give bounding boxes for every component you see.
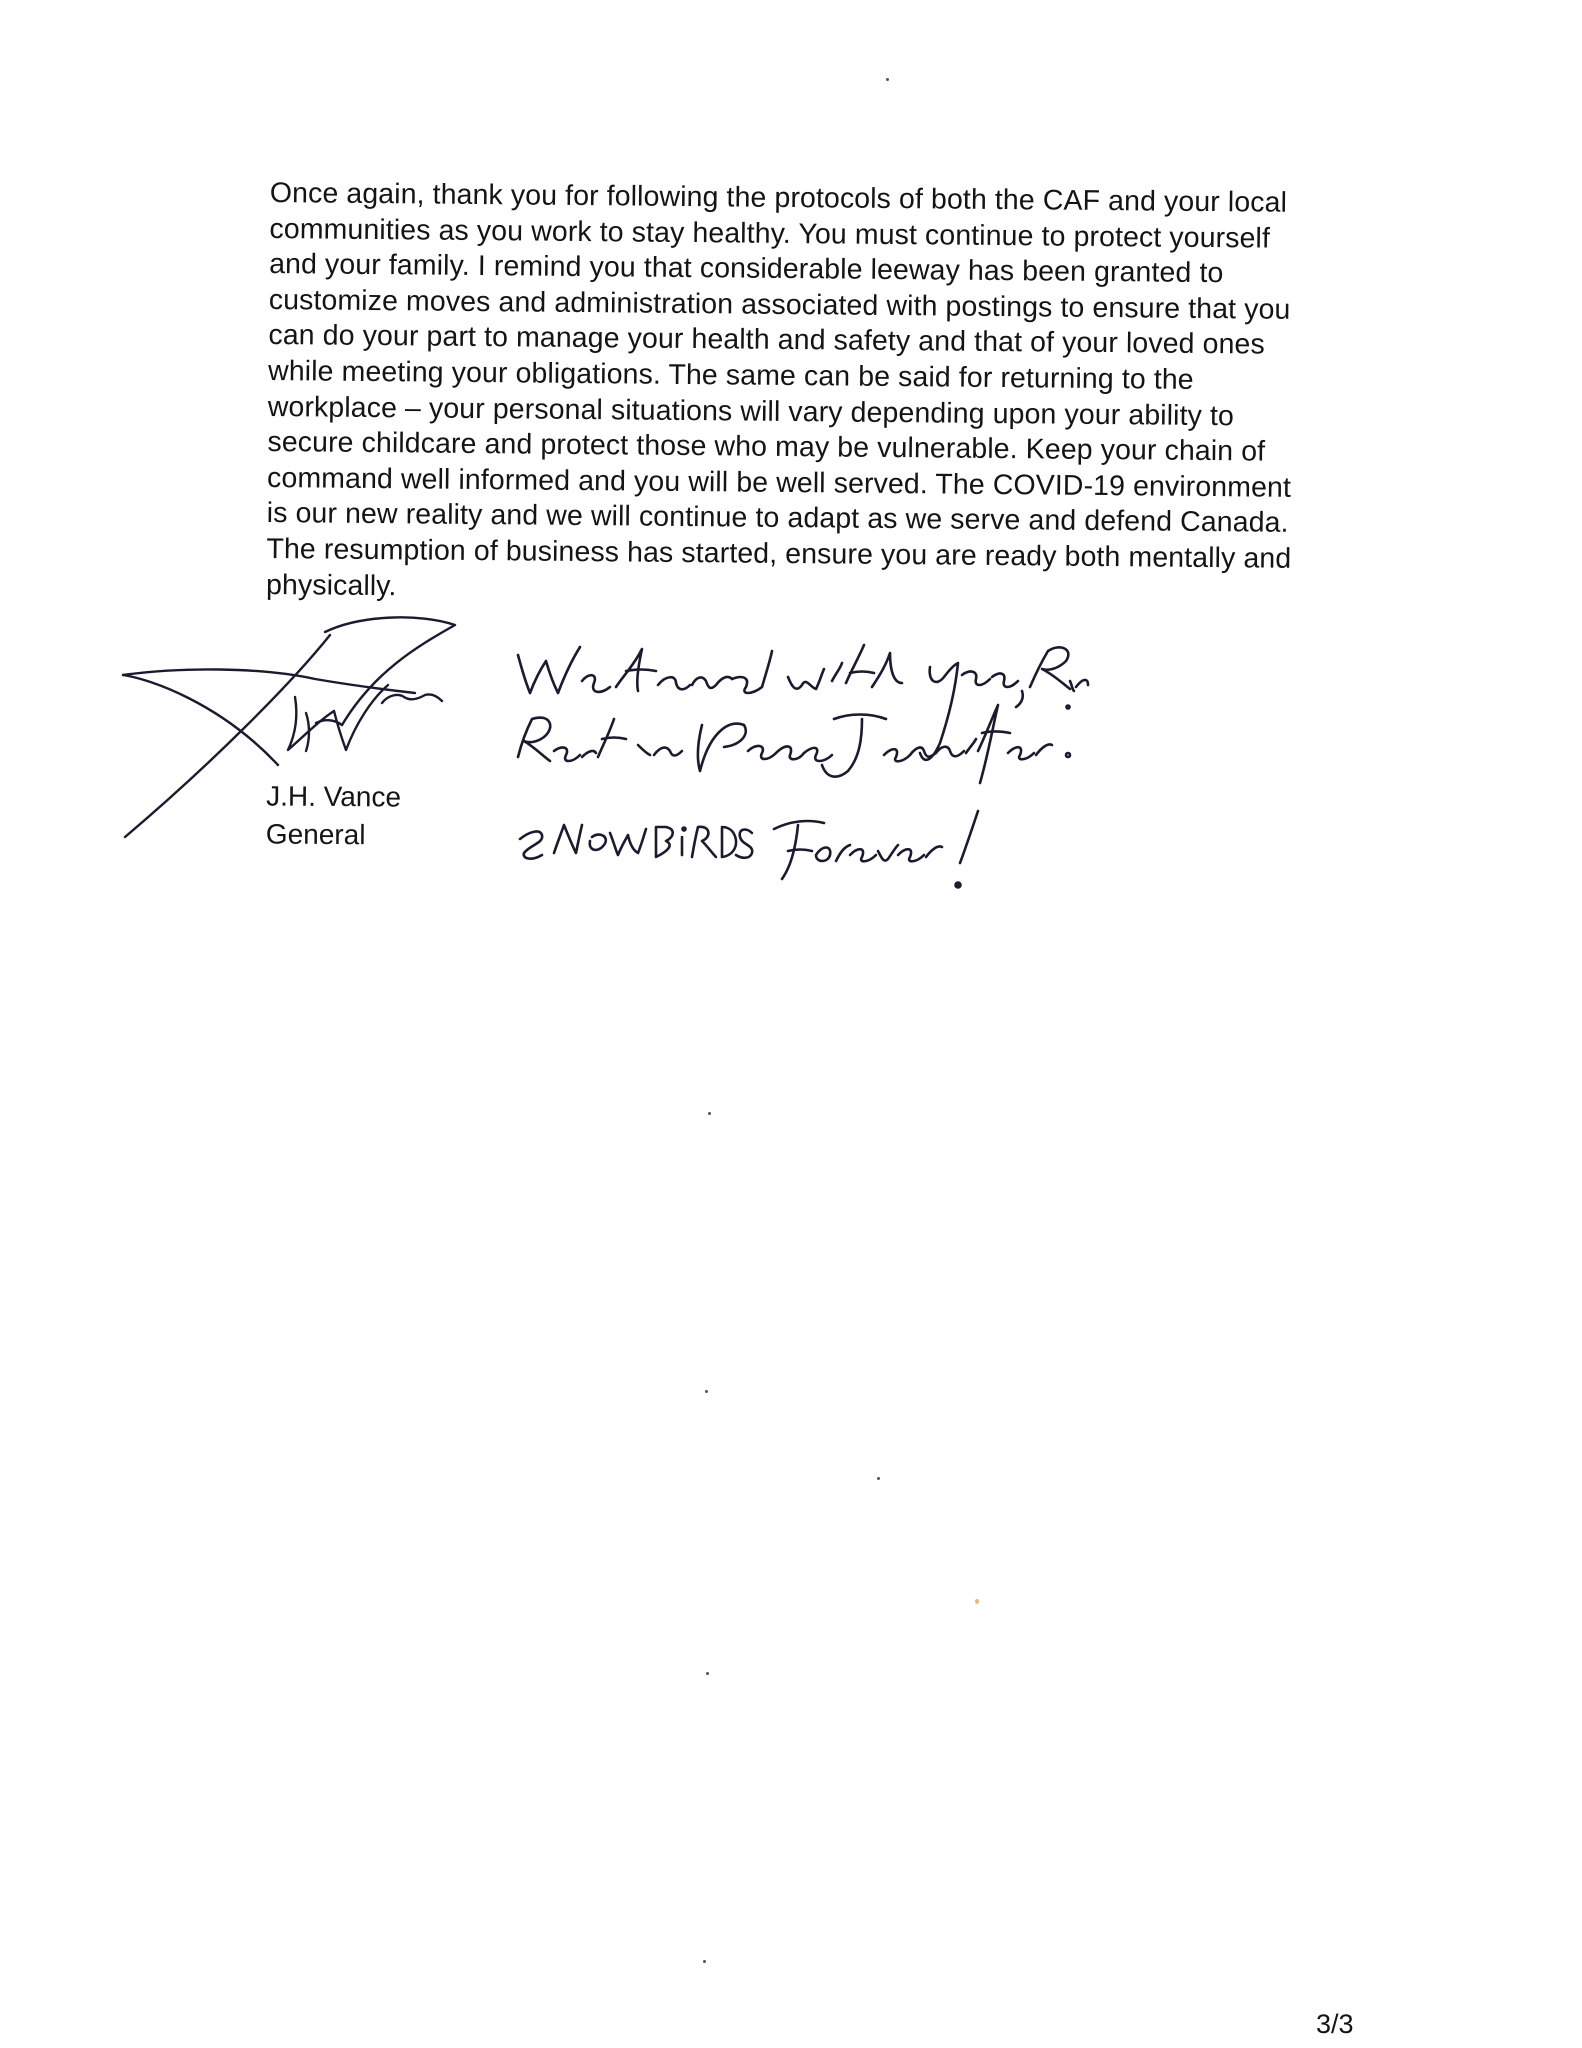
page-number: 3/3 [1316, 2009, 1354, 2039]
scan-speck [877, 1477, 880, 1480]
signatory-block [266, 778, 401, 855]
signatory-rank: General [265, 818, 366, 851]
letter-body-paragraph: Once again, thank you for following the protocols of both the CAF and your local communities as you work to stay healthy. You must continue to protect yourself and your family. I remind you that considerable leeway has been granted to customize moves and administration associated with postings to ensure that you can do your part to manage your health and safety and that of your loved ones while meeting your obligations. The same can be said for returning to the workplace – your personal situations will vary depending upon your ability to secure childcare and protect those who may be vulnerable. Keep your chain of command well informed and you will be well served. The COVID-19 environment is our new reality and we will continue to adapt as we serve and defend Canada. The resumption of business has started, ensure you are ready both mentally and physically. [265, 176, 1292, 602]
scan-speck [708, 1112, 711, 1115]
scan-speck [975, 1599, 979, 1604]
scan-speck [703, 1960, 706, 1963]
scan-speck [705, 1390, 708, 1393]
scan-speck [706, 1672, 709, 1675]
scan-speck [886, 78, 889, 81]
handwritten-note-image [470, 615, 1090, 890]
signatory-name: J.H. Vance [266, 780, 402, 813]
